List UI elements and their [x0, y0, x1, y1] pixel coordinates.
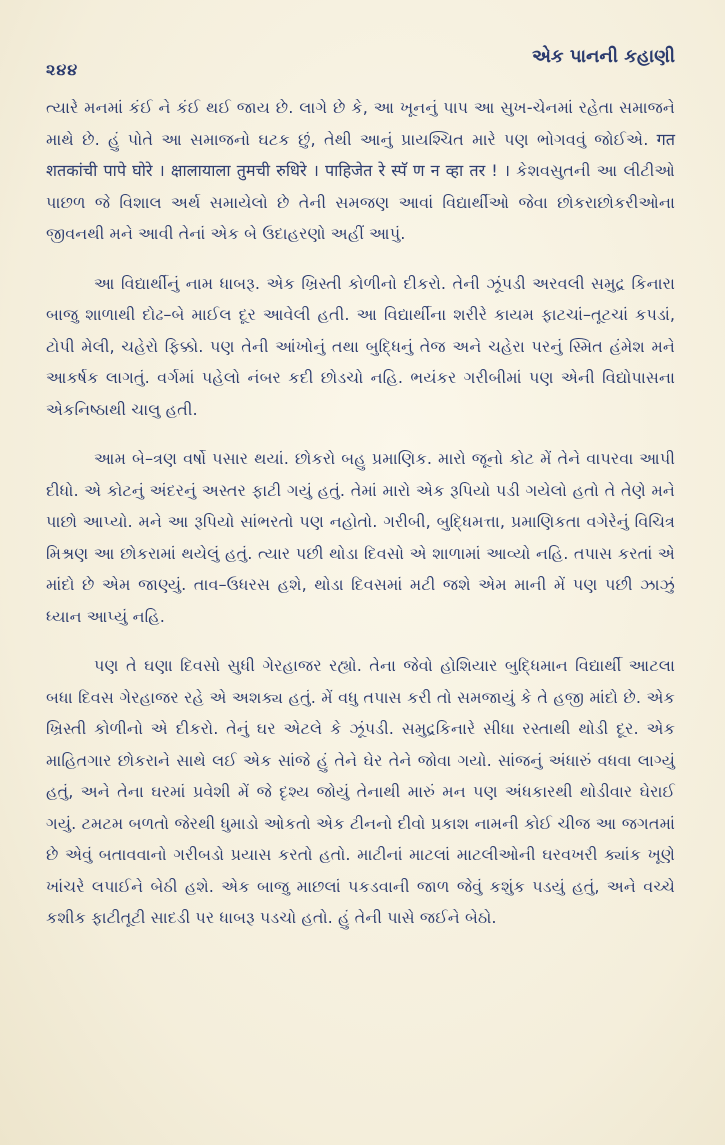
paragraph: આ વિદ્યાર્થીનું નામ ધાબરૂ. એક ખ્રિસ્તી કોળીનો દીકરો. તેની ઝૂંપડી અરવલી સમુદ્ર કિનારા બાજુ શાળાથી દોઢ–બે માઈલ દૂર આવેલી હતી. આ વિદ્યાર્થીના શરીરે કાયમ ફાટચાં–તૂટચાં કપડાં, ટોપી મેલી, ચહેરો ફિક્કો. પણ તેની આંખોનું તથા બુદ્ધિનું તેજ અને ચહેરા પરનું સ્મિત હંમેશ મને આકર્ષક લાગતું. વર્ગમાં પહેલો નંબર કદી છોડચો નહિ. ભયંકર ગરીબીમાં પણ એની વિદ્યોપાસના એકનિષ્ઠાથી ચાલુ હતી. — [46, 273, 675, 419]
paragraph: પણ તે ઘણા દિવસો સુધી ગેરહાજર રહ્યો. તેના જેવો હોશિયાર બુદ્ધિમાન વિદ્યાર્થી આટલા બધા દિવસ ગેરહાજર રહે એ અશક્ય હતું. મેં વધુ તપાસ કરી તો સમજાયું કે તે હજી માંદો છે. એક ખ્રિસ્તી કોળીનો એ દીકરો. તેનું ઘર એટલે કે ઝૂંપડી. સમુદ્રકિનારે સીધા રસ્તાથી થોડી દૂર. એક માહિતગાર છોકરાને સાથે લઈ એક સાંજે હું તેને ઘેર તેને જોવા ગયો. સાંજનું અંધારું વધવા લાગ્યું હતું, અને તેના ઘરમાં પ્રવેશી મેં જે દૃશ્ય જોયું તેનાથી મારું મન પણ અંધકારથી થોડીવાર ઘેરાઈ ગયું. ટમટમ બળતો જેરથી ધુમાડો ઓકતો એક ટીનનો દીવો પ્રકાશ નામની કોઈ ચીજ આ જગતમાં છે એવું બતાવવાનો ગરીબડો પ્રયાસ કરતો હતો. માટીનાં માટલાં માટલીઓની ઘરવખરી ક્યાંક ખૂણે ખાંચરે લપાઈને બેઠી હશે. એક બાજુ માછલાં પકડવાની જાળ જેવું કશુંક પડયું હતું, અને વચ્ચે કશીક ફાટીતૂટી સાદડી પર ધાબરૂ પડચો હતો. હું તેની પાસે જઈને બેઠો. — [46, 656, 675, 927]
body-text — [46, 92, 675, 934]
paragraph: આમ બે–ત્રણ વર્ષો પસાર થયાં. છોકરો બહુ પ્રમાણિક. મારો જૂનો કોટ મેં તેને વાપરવા આપી દીધો. એ કોટનું અંદરનું અસ્તર ફાટી ગયું હતું. તેમાં મારો એક રૂપિયો પડી ગયેલો હતો તે તેણે મને પાછો આપ્યો. મને આ રૂપિયો સાંભરતો પણ નહોતો. ગરીબી, બુદ્ધિમત્તા, પ્રમાણિકતા વગેરેનું વિચિત્ર મિશ્રણ આ છોકરામાં થયેલું હતું. ત્યાર પછી થોડા દિવસો એ શાળામાં આવ્યો નહિ. તપાસ કરતાં એ માંદો છે એમ જાણ્યું. તાવ–ઉધરસ હશે, થોડા દિવસમાં મટી જશે એમ માની મેં પણ પછી ઝાઝું ધ્યાન આપ્યું નહિ. — [46, 449, 675, 626]
running-title: એક પાનની કહાણી — [531, 46, 675, 67]
page-header — [46, 46, 675, 79]
paragraph: ત્યારે મનમાં કંઈ ને કંઈ થઈ જાય છે. લાગે છે કે, આ ખૂનનું પાપ આ સુખ-ચેનમાં રહેતા સમાજને માથે છે. હું પોતે આ સમાજનો ઘટક છું, તેથી આનું પ્રાયશ્ચિત મારે પણ ભોગવવું જોઈએ. गत शतकांची पापे घोरे । क्षालायाला तुमची रुधिरे । पाहिजेत रे स्पॅ ण न व्हा तर ! । કેશવસુતની આ લીટીઓ પાછળ જે વિશાલ અર્થ સમાયેલો છે તેની સમજણ આવાં વિદ્યાર્થીઓ જેવા છોકરાછોકરીઓના જીવનથી મને આવી તેનાં એક બે ઉદાહરણો અહીં આપું. — [46, 98, 675, 243]
page-number: ૨૪૪ — [46, 60, 79, 79]
